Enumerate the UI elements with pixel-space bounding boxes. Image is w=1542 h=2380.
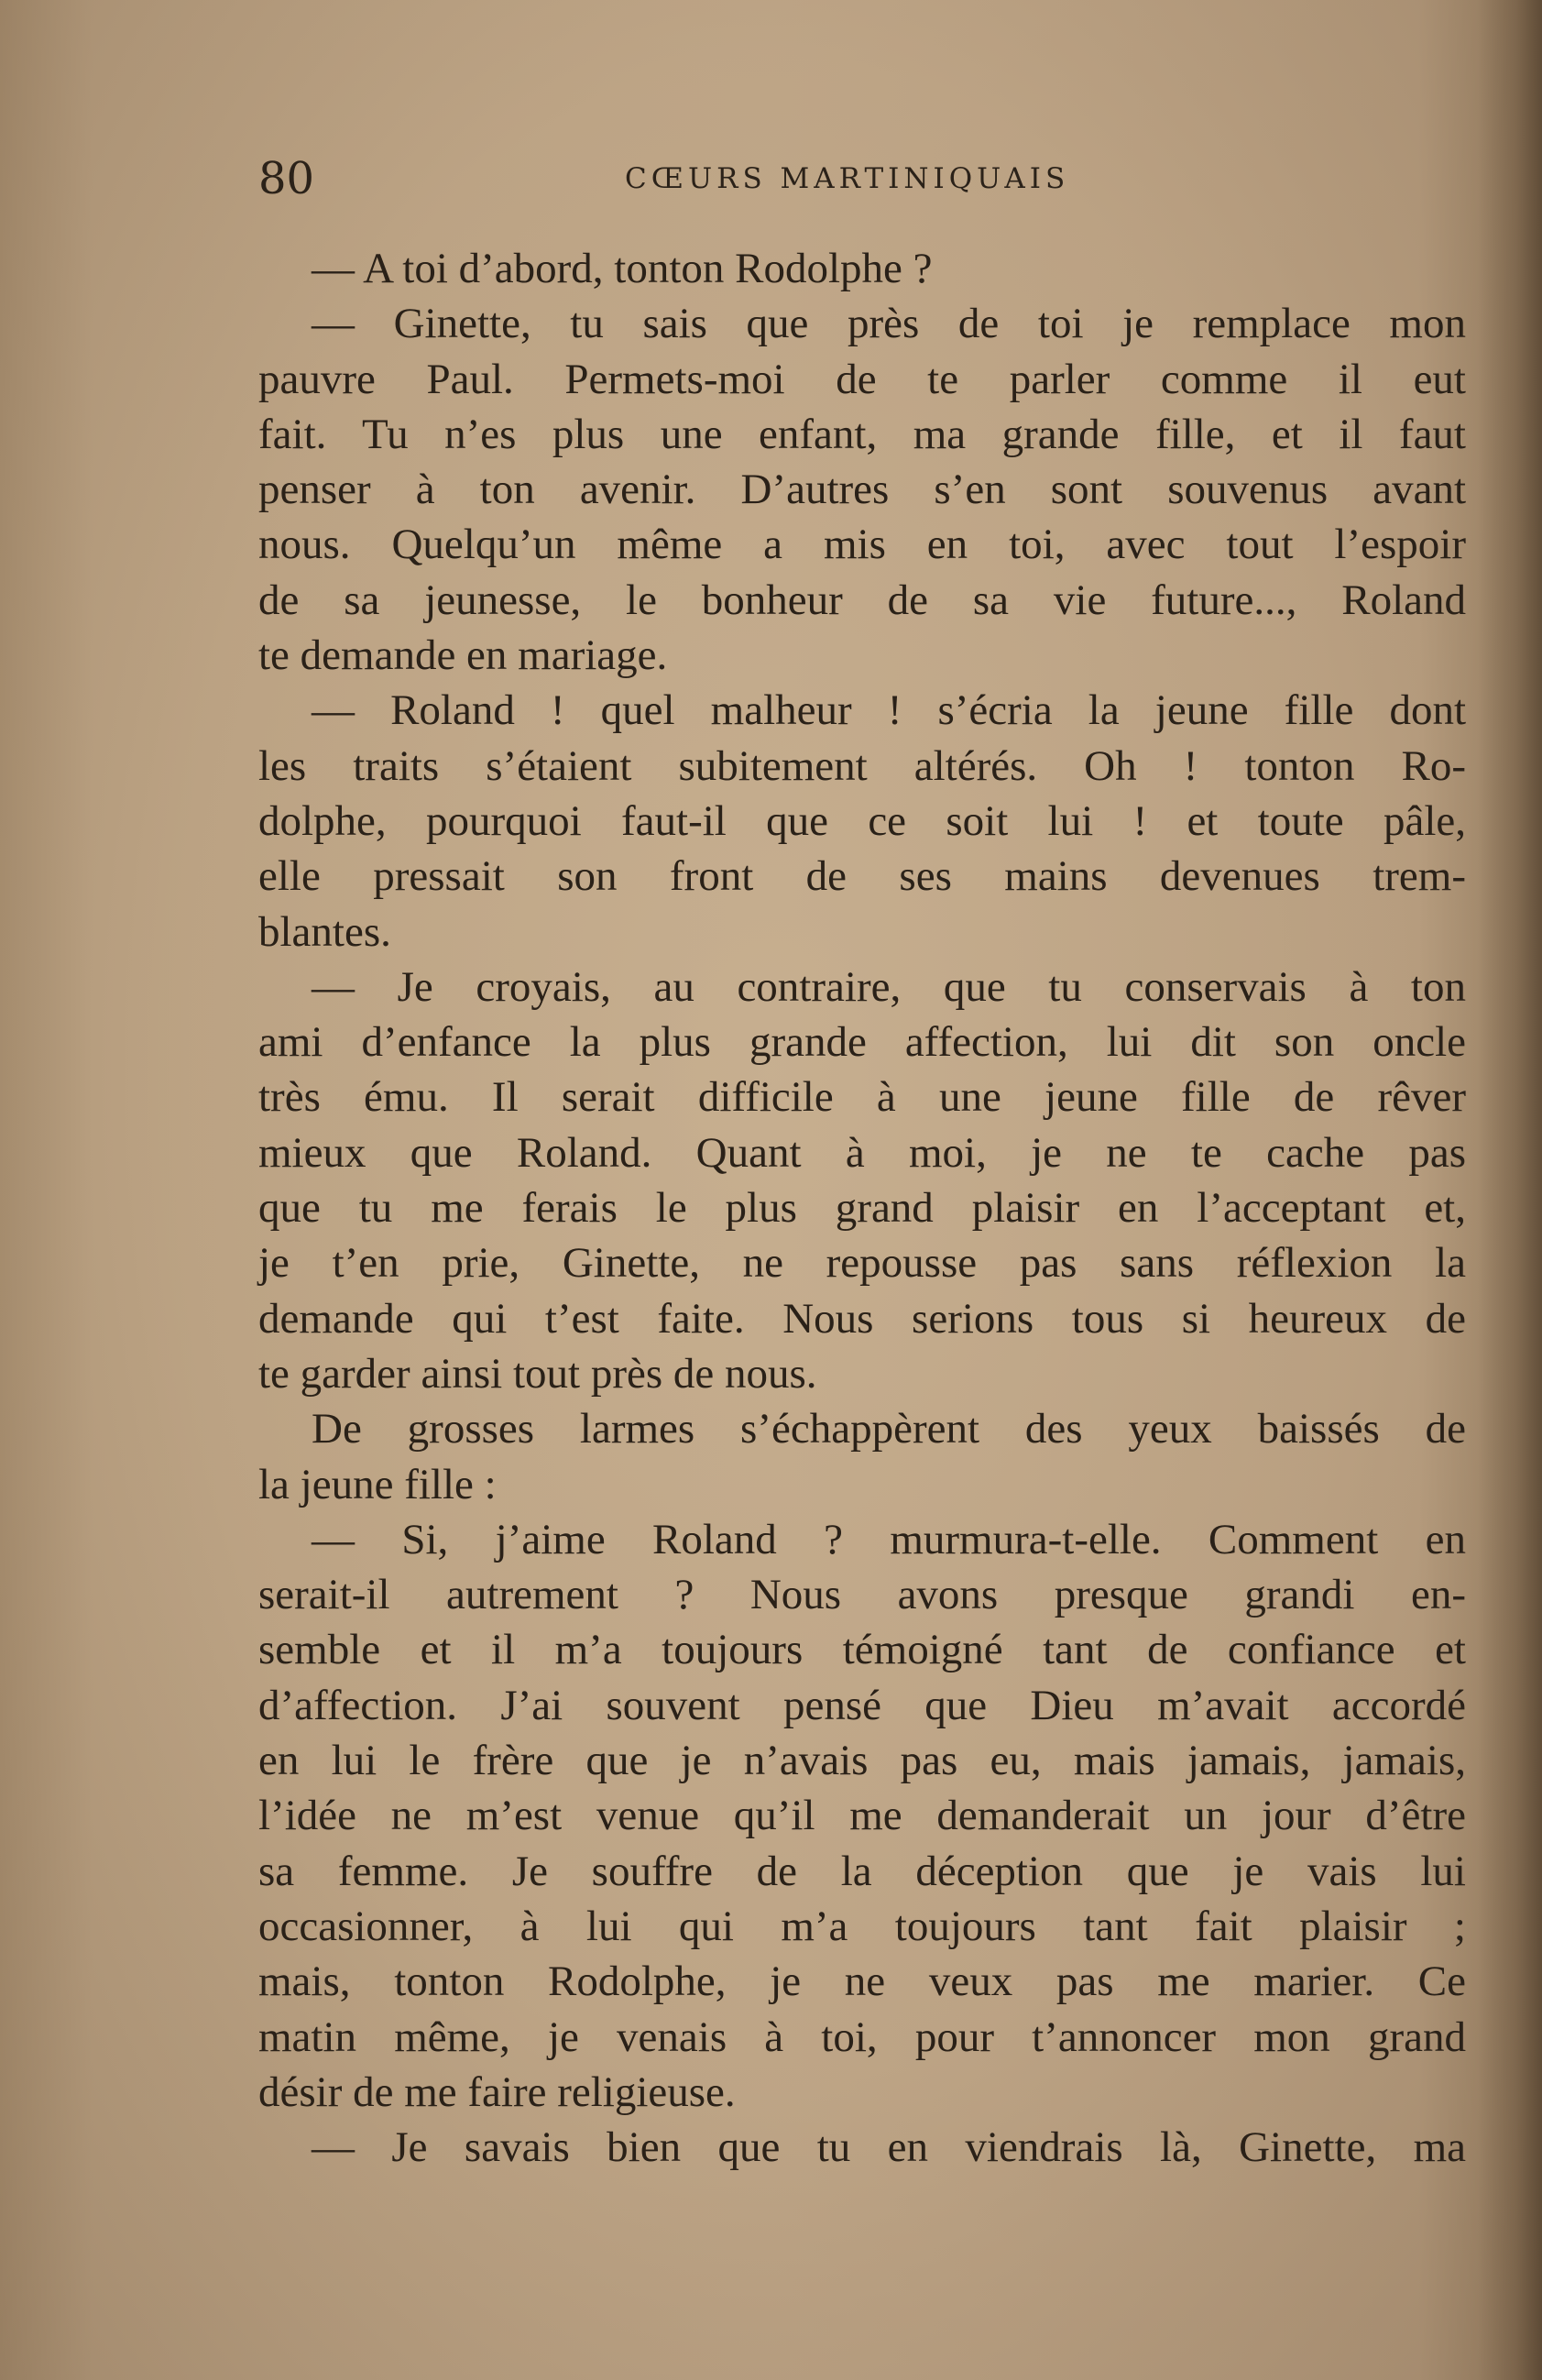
text-line: ami d’enfance la plus grande affection, lui dit son oncle: [258, 1018, 1466, 1067]
page-number: 80: [258, 153, 315, 204]
text-line: serait-il autrement ? Nous avons presque grandi en-: [258, 1571, 1466, 1619]
text-line: — Ginette, tu sais que près de toi je remplace mon: [312, 300, 1466, 348]
text-line: elle pressait son front de ses mains devenues trem-: [258, 852, 1466, 901]
text-line: te garder ainsi tout près de nous.: [258, 1349, 817, 1398]
text-line: très ému. Il serait difficile à une jeune fille de rêver: [258, 1073, 1466, 1122]
page-header: [258, 151, 1466, 206]
text-line: te demande en mariage.: [258, 631, 668, 680]
running-title: CŒURS MARTINIQUAIS: [625, 162, 1070, 195]
text-line: mieux que Roland. Quant à moi, je ne te cache pas: [258, 1128, 1466, 1177]
text-line: de sa jeunesse, le bonheur de sa vie future..., Roland: [258, 576, 1466, 624]
text-line: d’affection. J’ai souvent pensé que Dieu m’avait accordé: [258, 1681, 1466, 1729]
page-shadow: [1478, 0, 1542, 2380]
text-line: — A toi d’abord, tonton Rodolphe ?: [312, 245, 933, 292]
text-line: dolphe, pourquoi faut-il que ce soit lui ! et toute pâle,: [258, 796, 1466, 845]
text-line: penser à ton avenir. D’autres s’en sont souvenus avant: [258, 466, 1466, 514]
text-line: les traits s’étaient subitement altérés. Oh ! tonton Ro-: [258, 741, 1466, 790]
text-line: je t’en prie, Ginette, ne repousse pas sans réflexion la: [258, 1239, 1466, 1288]
text-line: matin même, je venais à toi, pour t’annoncer mon grand: [258, 2013, 1466, 2061]
text-line: — Je croyais, au contraire, que tu conservais à ton: [312, 962, 1466, 1011]
text-line: demande qui t’est faite. Nous serions tous si heureux de: [258, 1294, 1466, 1343]
text-line: nous. Quelqu’un même a mis en toi, avec tout l’espoir: [258, 521, 1466, 569]
text-line: mais, tonton Rodolphe, je ne veux pas me marier. Ce: [258, 1958, 1466, 2006]
text-line: — Roland ! quel malheur ! s’écria la jeune fille dont: [312, 686, 1466, 735]
text-line: De grosses larmes s’échappèrent des yeux baissés de: [312, 1405, 1466, 1453]
text-line: sa femme. Je souffre de la déception que je vais lui: [258, 1847, 1466, 1895]
text-line: occasionner, à lui qui m’a toujours tant fait plaisir ;: [258, 1902, 1466, 1950]
text-line: que tu me ferais le plus grand plaisir en l’acceptant et,: [258, 1184, 1466, 1233]
text-line: la jeune fille :: [258, 1460, 497, 1508]
text-line: pauvre Paul. Permets-moi de te parler comme il eut: [258, 355, 1466, 403]
text-line: l’idée ne m’est venue qu’il me demanderait un jour d’être: [258, 1792, 1466, 1840]
text-line: — Si, j’aime Roland ? murmura-t-elle. Comment en: [312, 1515, 1466, 1563]
text-line: semble et il m’a toujours témoigné tant de confiance et: [258, 1626, 1466, 1674]
body-text: [258, 241, 1466, 2175]
text-line: en lui le frère que je n’avais pas eu, mais jamais, jamais,: [258, 1737, 1466, 1785]
text-line: blantes.: [258, 907, 391, 956]
text-line: fait. Tu n’es plus une enfant, ma grande fille, et il faut: [258, 410, 1466, 458]
text-line: désir de me faire religieuse.: [258, 2067, 736, 2116]
text-line: — Je savais bien que tu en viendrais là, Ginette, ma: [312, 2123, 1466, 2172]
